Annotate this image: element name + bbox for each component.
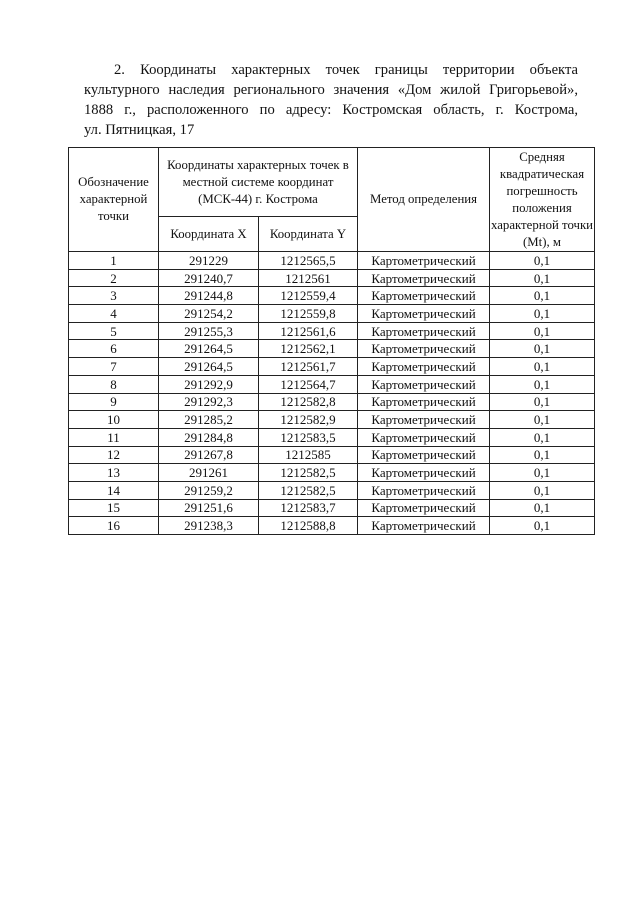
heading-line: ул. Пятницкая, 17 [84, 122, 195, 138]
cell-y: 1212561,7 [259, 358, 358, 376]
cell-point: 15 [69, 499, 159, 517]
cell-x: 291292,9 [159, 375, 259, 393]
cell-point: 8 [69, 375, 159, 393]
cell-point: 2 [69, 269, 159, 287]
table-row [69, 287, 595, 305]
table-row [69, 358, 595, 376]
cell-point: 12 [69, 446, 159, 464]
cell-error: 0,1 [490, 358, 595, 376]
heading-line: 2. Координаты характерных точек границы территории объекта [114, 62, 578, 78]
heading-line: культурного наследия регионального значения «Дом жилой Григорьевой», [84, 82, 578, 98]
header-point: Обозначение характерной точки [69, 148, 159, 252]
table-row [69, 517, 595, 535]
header-coordinates: Координаты характерных точек в местной системе координат (МСК-44) г. Кострома [159, 148, 358, 217]
cell-method: Картометрический [358, 517, 490, 535]
table-row [69, 252, 595, 270]
table-row [69, 411, 595, 429]
cell-x: 291238,3 [159, 517, 259, 535]
cell-method: Картометрический [358, 305, 490, 323]
cell-method: Картометрический [358, 340, 490, 358]
cell-point: 5 [69, 322, 159, 340]
cell-y: 1212582,5 [259, 464, 358, 482]
cell-y: 1212561 [259, 269, 358, 287]
cell-point: 9 [69, 393, 159, 411]
cell-x: 291267,8 [159, 446, 259, 464]
coordinates-table [68, 147, 595, 535]
cell-y: 1212562,1 [259, 340, 358, 358]
cell-error: 0,1 [490, 446, 595, 464]
cell-error: 0,1 [490, 411, 595, 429]
cell-x: 291264,5 [159, 358, 259, 376]
cell-point: 10 [69, 411, 159, 429]
cell-point: 13 [69, 464, 159, 482]
cell-point: 14 [69, 481, 159, 499]
cell-error: 0,1 [490, 269, 595, 287]
cell-x: 291254,2 [159, 305, 259, 323]
table-row [69, 269, 595, 287]
cell-x: 291292,3 [159, 393, 259, 411]
cell-method: Картометрический [358, 464, 490, 482]
cell-method: Картометрический [358, 481, 490, 499]
cell-method: Картометрический [358, 428, 490, 446]
cell-y: 1212583,5 [259, 428, 358, 446]
header-y: Координата Y [259, 217, 358, 252]
cell-y: 1212588,8 [259, 517, 358, 535]
document-heading [84, 60, 578, 140]
cell-error: 0,1 [490, 375, 595, 393]
cell-y: 1212583,7 [259, 499, 358, 517]
cell-point: 1 [69, 252, 159, 270]
cell-error: 0,1 [490, 517, 595, 535]
cell-x: 291259,2 [159, 481, 259, 499]
cell-x: 291264,5 [159, 340, 259, 358]
table-row [69, 499, 595, 517]
cell-x: 291240,7 [159, 269, 259, 287]
cell-y: 1212582,8 [259, 393, 358, 411]
table-header [69, 148, 595, 252]
cell-x: 291244,8 [159, 287, 259, 305]
cell-y: 1212582,9 [259, 411, 358, 429]
cell-y: 1212582,5 [259, 481, 358, 499]
header-error: Средняя квадратическая погрешность положения характерной точки (Mt), м [490, 148, 595, 252]
cell-point: 3 [69, 287, 159, 305]
cell-error: 0,1 [490, 287, 595, 305]
cell-point: 4 [69, 305, 159, 323]
table-row [69, 446, 595, 464]
table-row [69, 340, 595, 358]
heading-line: 1888 г., расположенного по адресу: Костромская область, г. Кострома, [84, 102, 578, 118]
cell-point: 7 [69, 358, 159, 376]
cell-x: 291255,3 [159, 322, 259, 340]
cell-method: Картометрический [358, 375, 490, 393]
cell-y: 1212585 [259, 446, 358, 464]
cell-x: 291285,2 [159, 411, 259, 429]
cell-error: 0,1 [490, 428, 595, 446]
cell-x: 291261 [159, 464, 259, 482]
cell-x: 291284,8 [159, 428, 259, 446]
cell-error: 0,1 [490, 252, 595, 270]
header-method: Метод определения [358, 148, 490, 252]
cell-error: 0,1 [490, 464, 595, 482]
cell-method: Картометрический [358, 358, 490, 376]
cell-method: Картометрический [358, 411, 490, 429]
cell-method: Картометрический [358, 252, 490, 270]
cell-error: 0,1 [490, 340, 595, 358]
table-row [69, 322, 595, 340]
cell-error: 0,1 [490, 393, 595, 411]
cell-point: 6 [69, 340, 159, 358]
table-row [69, 464, 595, 482]
cell-y: 1212559,8 [259, 305, 358, 323]
cell-method: Картометрический [358, 499, 490, 517]
table-row [69, 305, 595, 323]
cell-error: 0,1 [490, 481, 595, 499]
table-body [69, 252, 595, 535]
cell-error: 0,1 [490, 499, 595, 517]
cell-point: 11 [69, 428, 159, 446]
cell-method: Картометрический [358, 446, 490, 464]
cell-method: Картометрический [358, 287, 490, 305]
table-row [69, 481, 595, 499]
cell-method: Картометрический [358, 269, 490, 287]
cell-y: 1212565,5 [259, 252, 358, 270]
cell-method: Картометрический [358, 322, 490, 340]
cell-error: 0,1 [490, 322, 595, 340]
cell-y: 1212559,4 [259, 287, 358, 305]
table-row [69, 393, 595, 411]
table-row [69, 428, 595, 446]
cell-x: 291229 [159, 252, 259, 270]
cell-method: Картометрический [358, 393, 490, 411]
table-row [69, 375, 595, 393]
cell-y: 1212561,6 [259, 322, 358, 340]
cell-x: 291251,6 [159, 499, 259, 517]
cell-point: 16 [69, 517, 159, 535]
cell-y: 1212564,7 [259, 375, 358, 393]
header-x: Координата X [159, 217, 259, 252]
cell-error: 0,1 [490, 305, 595, 323]
